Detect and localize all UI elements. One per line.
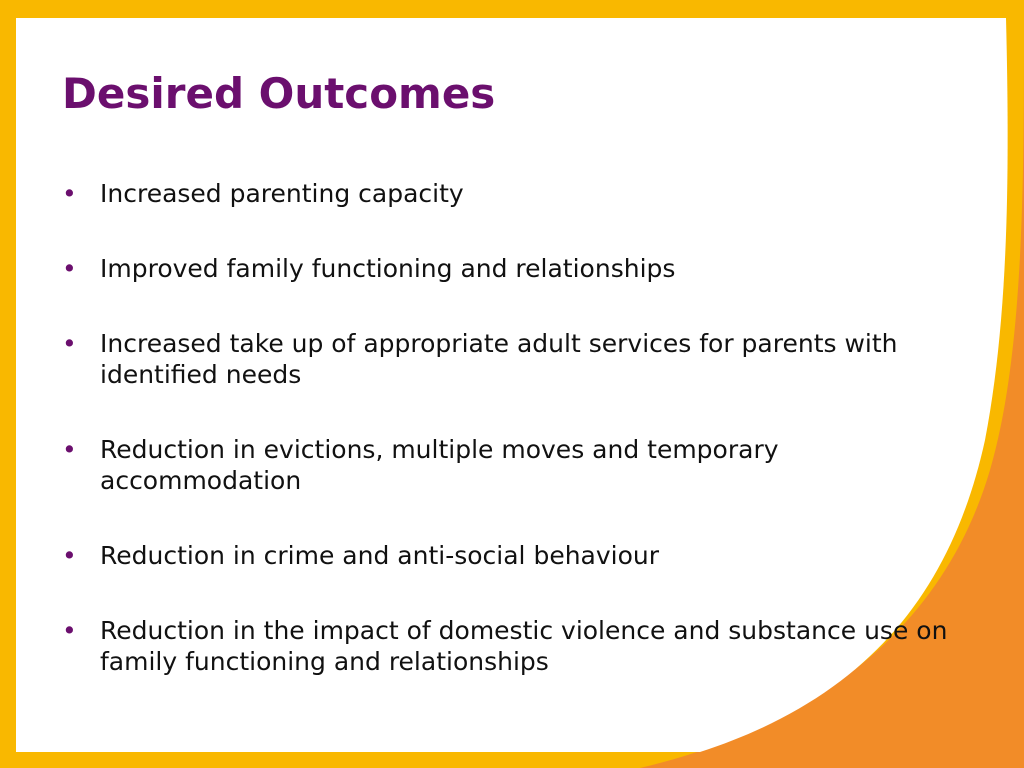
list-item-text: Increased parenting capacity xyxy=(100,179,464,208)
bullet-icon: • xyxy=(62,179,77,208)
bullet-icon: • xyxy=(62,616,77,645)
list-item-text: Improved family functioning and relationships xyxy=(100,254,676,283)
list-item-text: Reduction in crime and anti-social behaviour xyxy=(100,541,660,570)
slide-title: Desired Outcomes xyxy=(62,69,496,118)
bullet-icon: • xyxy=(62,329,77,358)
bullet-icon: • xyxy=(62,541,77,570)
list-item-text: Reduction in evictions, multiple moves and temporary accommodation xyxy=(100,435,779,495)
bullet-icon: • xyxy=(62,254,77,283)
bullet-icon: • xyxy=(62,435,77,464)
list-item xyxy=(62,540,962,571)
outcomes-list xyxy=(62,178,962,721)
list-item xyxy=(62,253,962,284)
list-item xyxy=(62,434,962,496)
list-item xyxy=(62,328,962,390)
list-item-text: Reduction in the impact of domestic violence and substance use on family functioning and relationships xyxy=(100,616,948,676)
list-item xyxy=(62,178,962,209)
list-item xyxy=(62,615,962,677)
list-item-text: Increased take up of appropriate adult services for parents with identified needs xyxy=(100,329,898,389)
